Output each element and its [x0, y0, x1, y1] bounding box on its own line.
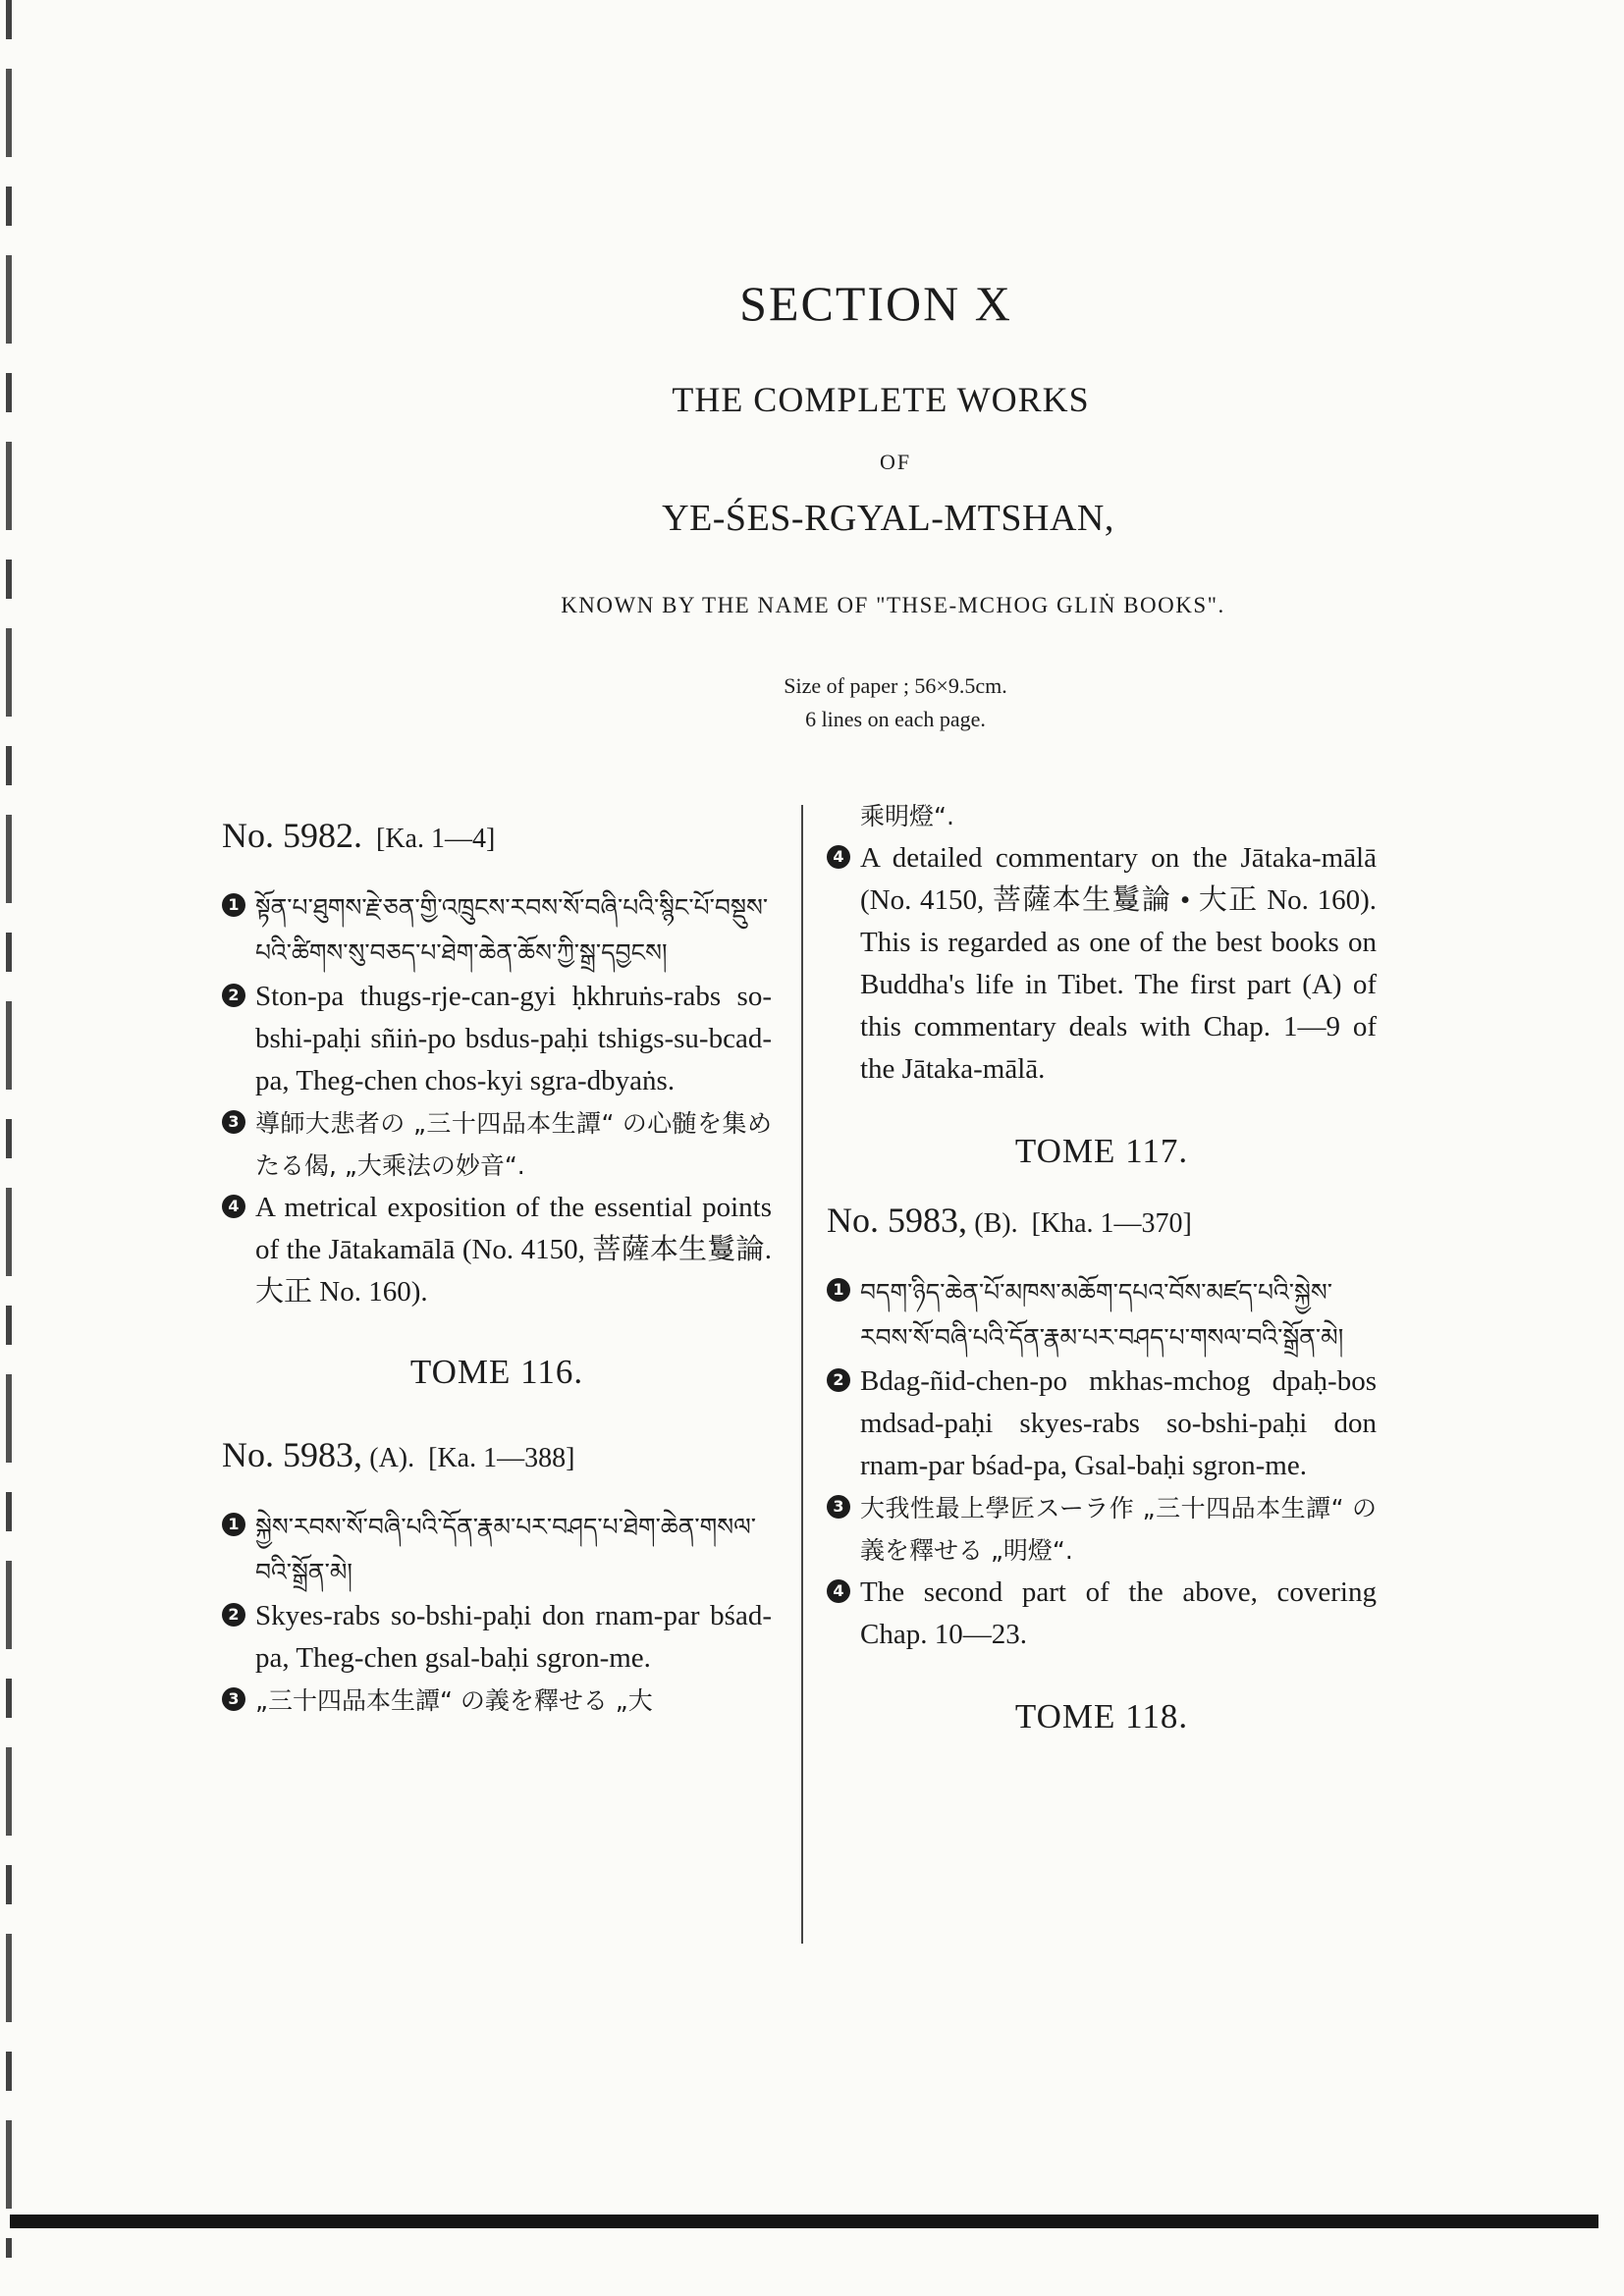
english-description: 4 A detailed commentary on the Jātaka-mālā (No. 4150, 菩薩本生鬘論 • 大正 No. 160). This is regarded as one of the best books on Buddha's life in Tibet. The first part (A) of this commentary deals with Chap. 1—9 of the Jātaka-mālā.	[827, 837, 1377, 1091]
tome-117-heading: TOME 117.	[1014, 1132, 1189, 1170]
numeral-3-icon: 3	[827, 1495, 850, 1519]
numeral-1-icon: 1	[827, 1278, 850, 1302]
column-divider	[801, 805, 803, 1944]
entry-number: No. 5982.	[222, 816, 362, 855]
bottom-rule	[10, 2215, 1598, 2228]
numeral-2-icon: 2	[827, 1368, 850, 1392]
japanese-title: 3 導師大悲者の „三十四品本生譚“ の心髄を集めたる偈, „大乘法の妙音“.	[222, 1102, 772, 1187]
right-column	[827, 795, 1377, 1737]
transliteration: 2 Bdag-ñid-chen-po mkhas-mchog dpaḥ-bos mdsad-paḥi skyes-rabs so-bshi-paḥi don rnam-par bśad-pa, Gsal-baḥi sgron-me.	[827, 1361, 1377, 1487]
english-description: 4 A metrical exposition of the essential points of the Jātakamālā (No. 4150, 菩薩本生鬘論. 大正 No. 160).	[222, 1187, 772, 1313]
numeral-4-icon: 4	[222, 1195, 245, 1218]
entry-number: No. 5983,	[827, 1201, 967, 1240]
transliteration: 2 Skyes-rabs so-bshi-paḥi don rnam-par bśad-pa, Theg-chen gsal-baḥi sgron-me.	[222, 1595, 772, 1680]
numeral-4-icon: 4	[827, 845, 850, 869]
numeral-1-icon: 1	[222, 1513, 245, 1536]
japanese-title: 3 大我性最上學匠スーラ作 „三十四品本生譚“ の義を釋せる „明燈“.	[827, 1487, 1377, 1572]
english-description: 4 The second part of the above, covering Chap. 10—23.	[827, 1572, 1377, 1656]
works-title: THE COMPLETE WORKS	[672, 380, 1090, 419]
entry-reference: [Ka. 1—4]	[376, 824, 496, 854]
tibetan-title: 1 སྟོན་པ་ཐུགས་རྗེ་ཅན་གྱི་འཁྲུངས་རབས་སོ་བཞི་པའི་སྙིང་པོ་བསྡུས་པའི་ཚིགས་སུ་བཅད་པ་ཐེག་ཆེན་ཆོས་ཀྱི་སྒྲ་དབྱངས།	[222, 885, 772, 976]
entry-part: (A).	[369, 1443, 415, 1473]
paper-size: Size of paper ; 56×9.5cm.	[784, 673, 1007, 698]
entry-reference: [Ka. 1—388]	[428, 1443, 575, 1473]
entry-part: (B).	[974, 1208, 1018, 1239]
numeral-3-icon: 3	[222, 1110, 245, 1134]
tibetan-title: 1 བདག་ཉིད་ཆེན་པོ་མཁས་མཆོག་དཔའ་བོས་མཛད་པའི་སྐྱེས་རབས་སོ་བཞི་པའི་དོན་རྣམ་པར་བཤད་པ་གསལ་བའི་སྒྲོན་མེ།	[827, 1270, 1377, 1361]
transliteration: 2 Ston-pa thugs-rje-can-gyi ḥkhruṅs-rabs so-bshi-paḥi sñiṅ-po bsdus-paḥi tshigs-su-bcad-pa, Theg-chen chos-kyi sgra-dbyaṅs.	[222, 976, 772, 1102]
entry-5982-header	[222, 815, 772, 860]
numeral-1-icon: 1	[222, 893, 245, 917]
known-by-line: KNOWN BY THE NAME OF "THSE-MCHOG GLIṄ BOOKS".	[561, 593, 1225, 617]
left-column	[222, 815, 772, 1722]
tome-118-heading: TOME 118.	[1014, 1697, 1189, 1735]
japanese-continuation: 乘明燈“.	[860, 802, 954, 830]
japanese-title: 3 „三十四品本生譚“ の義を釋せる „大	[222, 1680, 772, 1722]
numeral-2-icon: 2	[222, 984, 245, 1007]
entry-number: No. 5983,	[222, 1435, 362, 1474]
section-heading: SECTION X	[739, 276, 1012, 331]
numeral-2-icon: 2	[222, 1603, 245, 1627]
numeral-3-icon: 3	[222, 1687, 245, 1711]
entry-5983b-header	[827, 1200, 1377, 1245]
lines-per-page: 6 lines on each page.	[805, 707, 986, 731]
entry-5983a-header	[222, 1434, 772, 1479]
entry-reference: [Kha. 1—370]	[1031, 1208, 1192, 1239]
scan-edge-artifact	[6, 0, 12, 2258]
author-name: YE-ŚES-RGYAL-MTSHAN,	[662, 498, 1114, 539]
tome-116-heading: TOME 116.	[409, 1353, 584, 1391]
numeral-4-icon: 4	[827, 1579, 850, 1603]
tibetan-title: 1 སྐྱེས་རབས་སོ་བཞི་པའི་དོན་རྣམ་པར་བཤད་པ་ཐེག་ཆེན་གསལ་བའི་སྒྲོན་མེ།	[222, 1505, 772, 1595]
title-of: OF	[879, 450, 912, 474]
